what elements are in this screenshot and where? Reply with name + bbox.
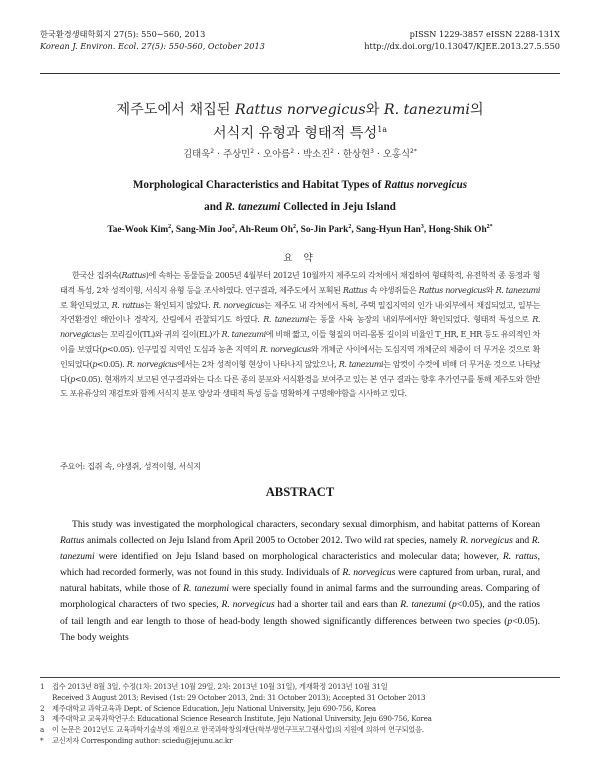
footnote-line [40, 714, 560, 725]
italic-term: p [507, 615, 513, 627]
title-en-species-2: R. tanezumi [224, 201, 281, 213]
footnote-mark: 2 [40, 703, 45, 713]
italic-term: R. rattus [502, 551, 538, 563]
italic-term: R. norvegicus [459, 535, 513, 547]
abstract-text: 로 확인되었고, [60, 299, 112, 310]
doi-link[interactable]: http://dx.doi.org/10.13047/KJEE.2013.27.5.550 [364, 41, 560, 51]
italic-term: Rattus [60, 535, 85, 547]
abstract-korean [60, 268, 540, 401]
author-name: 박소진 [302, 149, 331, 160]
italic-term: Rattus [121, 270, 146, 280]
abstract-ko-heading: 요 약 [283, 253, 317, 264]
italic-term: R. tanezumi [338, 358, 384, 369]
abstract-text: 는 제주도 내 각처에서 특히, 주택 밀집지역의 인가 내·외부에서 채집되었고, 일부는 자연환경인 해안이나 경작지, 산림에서 관찰되기도 하였다. [60, 299, 540, 325]
author-name: 오홍식 [382, 149, 411, 160]
footnote-rule [40, 677, 560, 678]
abstract-text: This study was investigated the morphological characters, secondary sexual dimorphism, and habitat patterns of Korean [72, 519, 540, 530]
title-ko-species-2: R. tanezumi [383, 102, 470, 118]
author-name: Sang-Min Joo [175, 225, 232, 236]
author-affiliation-mark: 2 [348, 224, 352, 230]
italic-term: R. norvegicus [60, 314, 540, 340]
footnote-text: 교신저자 Corresponding author: sciedu@jejunu.ac.kr [52, 735, 233, 745]
italic-term: R. norvegicus [126, 358, 178, 369]
abstract-text: ( [445, 599, 453, 611]
footnote-line [40, 725, 560, 736]
author-separator: , [295, 225, 301, 236]
abstract-text: <0.05). [96, 358, 127, 369]
journal-name-en: Korean J. Environ. Ecol. 27(5): 550-560, October 2013 [40, 41, 265, 51]
abstract-text: 는 암컷이 수컷에 비해 더 무거운 것으로 나타났다( [60, 358, 540, 384]
abstract-text: <0.05), and the ratios of tail length and ear length to those of head-body length showed significantly differences between two species ( [60, 599, 541, 627]
italic-term: R. tanezumi [400, 599, 446, 611]
italic-term: p [70, 373, 75, 384]
title-ko-text: 제주도에서 채집된 [116, 102, 236, 118]
abstract-text: were captured from urban, rural, and natural habitats, while those of [60, 567, 540, 595]
author-affiliation-mark: 2 [231, 224, 235, 230]
footnote-line [40, 693, 560, 704]
author-affiliation-mark: 3 [420, 224, 424, 230]
footnote-line [40, 682, 560, 693]
footnote-text: 제주대학교 교육과학연구소 Educational Science Research Institute, Jeju National University, Jeju 690-756, Korea [52, 714, 432, 724]
italic-term: R. tanezumi [263, 314, 309, 325]
abstract-text: , which had recorded formerly, was not found in this study. Individuals of [60, 551, 540, 579]
title-ko-text: 의 [469, 102, 484, 118]
journal-identifiers [364, 28, 560, 52]
author-affiliation-mark: 2 [250, 147, 255, 155]
author-affiliation-mark: 2* [410, 147, 417, 155]
title-footnote-mark: 1a [377, 125, 388, 134]
author-affiliation-mark: 3 [370, 147, 374, 155]
author-separator: , [351, 225, 356, 236]
author-name: 한상현 [342, 149, 371, 160]
abstract-text: and [512, 535, 532, 547]
author-name: Hong-Shik Oh [428, 225, 487, 236]
authors-english [0, 224, 600, 235]
italic-term: p [452, 599, 457, 611]
footnote-text: 이 논문은 2012년도 교육과학기술부의 재원으로 한국과학창의재단(학부생연구프로그램사업)의 지원에 의하여 연구되었음. [52, 725, 424, 735]
italic-term: R. norvegicus [259, 343, 311, 354]
abstract-text: animals collected on Jeju Island from April 2005 to October 2012. Two wild rat species, namely [84, 535, 460, 547]
footnote-line [40, 704, 560, 715]
author-separator: · [254, 149, 264, 160]
title-en-text: Collected in Jeju Island [280, 201, 396, 213]
author-separator: · [333, 149, 343, 160]
abstract-text: 와 개체군 사이에서는 도심지역 개체군의 체중이 더 무거운 것으로 확인되었다( [60, 343, 540, 369]
footnote-mark: a [40, 725, 45, 735]
abstract-text: <0.05). The body weights [60, 615, 540, 643]
abstract-text: 에 비해 짧고, 이들 형질의 머리-몸통 길이의 비율인 T_HR, E_HR 등도 유의적인 차이를 보였다( [60, 329, 540, 354]
author-affiliation-mark: 2 [290, 147, 295, 155]
footnote-text: 접수 2013년 8월 3일, 수정(1차: 2013년 10월 29일, 2차: 2013년 10월 31일), 게재확정 2013년 10월 31일 [52, 682, 388, 691]
author-separator: · [373, 149, 383, 160]
title-ko-text: 와 [365, 102, 384, 118]
title-en-text: Morphological Characteristics and Habitat Types of [132, 179, 385, 191]
abstract-text: <0.05). 인구밀집 지역인 도심과 농촌 지역의 [106, 343, 260, 354]
italic-term: Rattus [342, 284, 368, 295]
title-ko-species-1: Rattus norvegicus [235, 102, 366, 118]
italic-term: R. norvegicus [342, 567, 396, 579]
abstract-text: <0.05). 현재까지 보고된 연구결과와는 다소 다른 종의 분포와 서식환경을 보여주고 있는 본 연구 결과는 향후 추가연구를 통해 제주도와 한반도 포유류상의 재검토와 함께 서식지 분포 양상과 생태적 특성 등을 명확하게 구명해야함을 시사하고 있다. [60, 373, 540, 399]
author-separator: , [423, 225, 429, 236]
abstract-text: 는 꼬리길이(TL)와 귀의 길이(EL)가 [100, 329, 222, 340]
title-english [0, 174, 600, 218]
abstract-text: had a shorter tail and ears than [274, 599, 401, 611]
footnotes [40, 682, 560, 747]
italic-term: R. tanezumi [60, 535, 540, 563]
footnote-line [40, 736, 560, 747]
author-affiliation-mark: 2 [292, 224, 296, 230]
author-separator: , [234, 225, 240, 236]
italic-term: R. norvegicus [213, 299, 264, 310]
journal-citation [40, 28, 265, 52]
author-affiliation-mark: 2 [330, 147, 334, 155]
footnote-text: Received 3 August 2013; Revised (1st: 29 October 2013, 2nd: 31 October 2013); Accepted 31 October 2013 [52, 692, 426, 702]
abstract-text: 한국산 집쥐속( [72, 270, 122, 280]
abstract-text: were identified on Jeju Island based on morphological characteristics and molecular data; however, [94, 551, 503, 563]
abstract-en-heading: ABSTRACT [265, 485, 335, 499]
keywords-korean: 주요어: 집쥐 속, 야생쥐, 성적이형, 서식지 [60, 461, 201, 471]
abstract-text: )에 속하는 동물들을 2005년 4월부터 2012년 10월까지 제주도의 각처에서 채집하여 형태학적, 유전학적 종 동정과 형태적 특성, 2차 성적이형, 서식지 유형 등을 조사하였다. 연구결과, 제주도에서 포획된 [60, 270, 541, 295]
author-affiliation-mark: 2 [210, 147, 215, 155]
italic-term: Rattus norvegicus [418, 284, 486, 295]
author-name: 오아름 [263, 149, 291, 160]
author-affiliation-mark: 2 [168, 224, 172, 230]
abstract-text: 는 동물 사육 농장의 내외부에서만 확인되었다. 형태적 특성으로 [308, 314, 533, 325]
italic-term: R. rattus [111, 299, 144, 310]
author-name: So-Jin Park [300, 225, 349, 236]
issn: pISSN 1229-3857 eISSN 2288-131X [409, 29, 560, 39]
journal-name-ko: 한국환경생태학회지 27(5): 550∼560, 2013 [40, 29, 206, 39]
footnote-mark: 1 [40, 682, 45, 691]
title-en-text: and [204, 201, 225, 213]
author-name: Ah-Reum Oh [239, 225, 293, 236]
author-name: 주상민 [223, 149, 251, 160]
footnote-mark: * [40, 735, 44, 745]
abstract-text: 에서는 2차 성적이형 현상이 나타나지 않았으나, [177, 358, 339, 369]
title-en-species-1: Rattus norvegicus [384, 179, 468, 191]
abstract-text: 와 [485, 284, 496, 295]
authors-korean [0, 146, 600, 160]
italic-term: R. tanezumi [495, 284, 540, 295]
running-header [40, 28, 560, 68]
italic-term: p [102, 343, 107, 354]
italic-term: p [92, 358, 97, 369]
header-rule [40, 73, 560, 74]
author-separator: , [171, 225, 176, 236]
title-korean [0, 100, 600, 144]
author-name: Sang-Hyun Han [356, 225, 421, 236]
title-ko-line2: 서식지 유형과 형태적 특성 [212, 125, 378, 142]
abstract-english [60, 517, 540, 646]
author-name: 김태욱 [183, 149, 211, 160]
italic-term: R. tanezumi [183, 583, 229, 595]
abstract-text: 는 확인되지 않았다. [143, 299, 213, 310]
author-name: Tae-Wook Kim [107, 225, 169, 236]
abstract-text: were specially found in animal farms and the surrounding areas. Comparing of morphological characters of two species, [60, 583, 540, 611]
footnote-text: 제주대학교 과학교육과 Dept. of Science Education, Jeju National University, Jeju 690-756, Korea [52, 703, 376, 713]
footnote-mark: 3 [40, 714, 45, 724]
author-separator: · [214, 149, 224, 160]
abstract-text: 속 야생쥐들은 [367, 284, 419, 295]
author-affiliation-mark: 2* [486, 224, 493, 230]
author-separator: · [294, 149, 303, 160]
italic-term: R. tanezumi [221, 329, 266, 340]
italic-term: R. norvegicus [221, 599, 275, 611]
